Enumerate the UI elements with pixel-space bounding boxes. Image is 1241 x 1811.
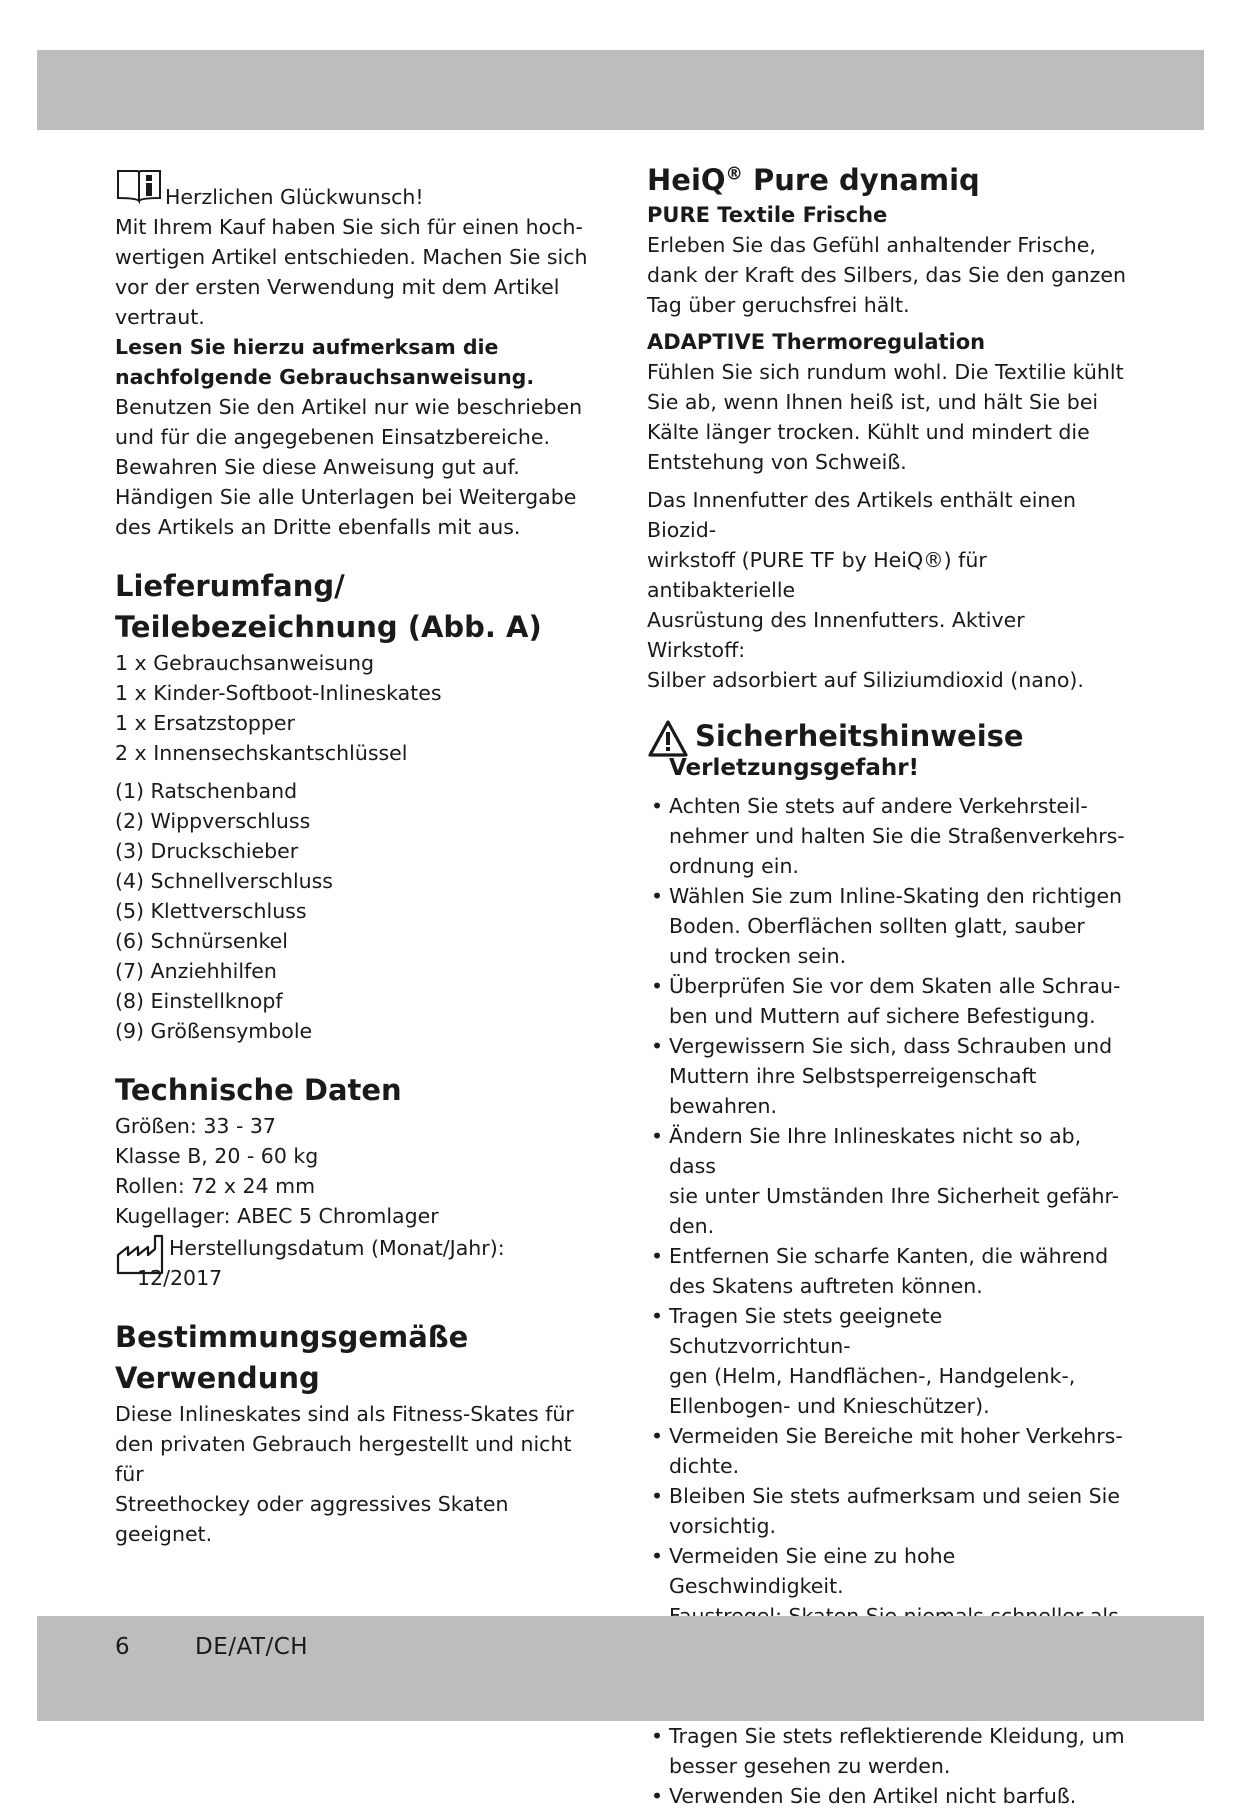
heiq-para-line: Das Innenfutter des Artikels enthält einen Biozid- [647,488,1077,542]
page-number: 6 [115,1634,131,1660]
heiq-heading-rest: Pure dynamiq [742,163,980,197]
left-column [115,168,605,1549]
safety-bullet-line: Boden. Oberflächen sollten glatt, sauber [669,914,1085,938]
heiq-sub2: ADAPTIVE Thermoregulation [647,330,986,354]
usage-line: Diese Inlineskates sind als Fitness-Skates für [115,1402,574,1426]
intro-line: und für die angegebenen Einsatzbereiche. [115,425,551,449]
safety-bullet-line: • Tragen Sie stets geeignete Schutzvorrichtun- [669,1304,943,1358]
safety-bullet [647,971,1127,1031]
part-item: (2) Wippverschluss [115,809,311,833]
safety-bullet-line: • Entfernen Sie scharfe Kanten, die während [669,1244,1109,1268]
manual-info-icon [115,168,163,204]
delivery-item: 1 x Gebrauchsanweisung [115,651,374,675]
region-label: DE/AT/CH [195,1634,309,1660]
manufacture-row [115,1233,605,1293]
part-item: (7) Anziehhilfen [115,959,277,983]
delivery-item: 1 x Kinder-Softboot-Inlineskates [115,681,442,705]
safety-heading: Sicherheitshinweise [695,719,1024,753]
tech-heading: Technische Daten [115,1073,402,1107]
safety-bullet-line: • Achten Sie stets auf andere Verkehrsteil- [669,794,1088,818]
safety-bullet-line: • Wählen Sie zum Inline-Skating den richtigen [669,884,1123,908]
safety-bullet [647,1721,1127,1781]
part-item: (8) Einstellknopf [115,989,283,1013]
safety-bullet-line: • Ändern Sie Ihre Inlineskates nicht so ab, dass [669,1124,1082,1178]
tech-line: Klasse B, 20 - 60 kg [115,1144,319,1168]
safety-bullet [647,791,1127,881]
right-column [647,163,1127,1811]
heiq-sub1: PURE Textile Frische [647,203,888,227]
safety-bullet [647,1031,1127,1121]
heiq-line: Erleben Sie das Gefühl anhaltender Frische, [647,233,1096,257]
safety-bullet-line: • Vergewissern Sie sich, dass Schrauben und [669,1034,1113,1058]
part-item: (9) Größensymbole [115,1019,313,1043]
delivery-item: 1 x Ersatzstopper [115,711,295,735]
intro-bold-line: nachfolgende Gebrauchsanweisung. [115,365,535,389]
intro-greeting: Herzlichen Glückwunsch! [165,185,424,209]
safety-bullet [647,1421,1127,1481]
part-item: (5) Klettverschluss [115,899,307,923]
safety-bullet-line: nehmer und halten Sie die Straßenverkehrs- [669,824,1125,848]
header-band [37,50,1204,130]
intro-line: vertraut. [115,305,205,329]
intro-line: Bewahren Sie diese Anweisung gut auf. [115,455,520,479]
footer-band [37,1616,1204,1721]
heiq-heading-brand: HeiQ [647,163,726,197]
heiq-para-line: Silber adsorbiert auf Siliziumdioxid (nano). [647,668,1084,692]
tech-line: Rollen: 72 x 24 mm [115,1174,316,1198]
usage-line: den privaten Gebrauch hergestellt und nicht für [115,1432,572,1486]
part-item: (4) Schnellverschluss [115,869,333,893]
part-item: (6) Schnürsenkel [115,929,288,953]
registered-mark: ® [725,164,743,185]
safety-bullet [647,1121,1127,1241]
safety-bullet-line: ben und Muttern auf sichere Befestigung. [669,1004,1096,1028]
delivery-item: 2 x Innensechskantschlüssel [115,741,408,765]
manufacture-date: 12/2017 [137,1266,223,1290]
intro-line: des Artikels an Dritte ebenfalls mit aus. [115,515,521,539]
heiq-line: Fühlen Sie sich rundum wohl. Die Textilie kühlt [647,360,1124,384]
intro-line: wertigen Artikel entschieden. Machen Sie sich [115,245,588,269]
usage-heading: Verwendung [115,1361,320,1395]
intro-greeting-row [115,168,605,212]
intro-bold-line: Lesen Sie hierzu aufmerksam die [115,335,499,359]
safety-bullet-line: • Vermeiden Sie eine zu hohe Geschwindigkeit. [669,1544,956,1598]
intro-line: Mit Ihrem Kauf haben Sie sich für einen hoch- [115,215,583,239]
safety-bullet-line: • Überprüfen Sie vor dem Skaten alle Schrau- [669,974,1121,998]
safety-bullet [647,1241,1127,1301]
safety-bullet-line: • Verwenden Sie den Artikel nicht barfuß. [669,1784,1077,1808]
heiq-heading [647,160,1127,201]
heiq-para-line: wirkstoff (PURE TF by HeiQ®) für antibakterielle [647,548,987,602]
tech-line: Größen: 33 - 37 [115,1114,276,1138]
delivery-heading: Teilebezeichnung (Abb. A) [115,610,542,644]
safety-bullet-line: und trocken sein. [669,944,847,968]
heiq-line: Tag über geruchsfrei hält. [647,293,910,317]
safety-bullet-line: Ellenbogen- und Knieschützer). [669,1394,990,1418]
safety-bullet-line: des Skatens auftreten können. [669,1274,983,1298]
safety-bullet [647,881,1127,971]
manufacture-label: Herstellungsdatum (Monat/Jahr): [169,1236,505,1260]
safety-bullet [647,1781,1127,1811]
safety-subheading: Verletzungsgefahr! [669,755,920,781]
heiq-line: Entstehung von Schweiß. [647,450,907,474]
usage-line: Streethockey oder aggressives Skaten geeignet. [115,1492,509,1546]
intro-line: vor der ersten Verwendung mit dem Artikel [115,275,560,299]
safety-bullet-line: vorsichtig. [669,1514,777,1538]
safety-bullet-line: sie unter Umständen Ihre Sicherheit gefähr- [669,1184,1120,1208]
safety-bullet-line: Muttern ihre Selbstsperreigenschaft bewahren. [669,1064,1037,1118]
intro-line: Händigen Sie alle Unterlagen bei Weitergabe [115,485,577,509]
delivery-heading: Lieferumfang/ [115,569,345,603]
safety-bullet [647,1301,1127,1421]
safety-bullet-line: besser gesehen zu werden. [669,1754,951,1778]
safety-bullet-line: den. [669,1214,715,1238]
safety-bullet-line: ordnung ein. [669,854,799,878]
safety-bullet-line: • Tragen Sie stets reflektierende Kleidung, um [669,1724,1125,1748]
part-item: (3) Druckschieber [115,839,299,863]
heiq-line: dank der Kraft des Silbers, das Sie den ganzen [647,263,1127,287]
safety-bullet [647,1481,1127,1541]
heiq-para-line: Ausrüstung des Innenfutters. Aktiver Wirkstoff: [647,608,1025,662]
safety-bullet-line: • Bleiben Sie stets aufmerksam und seien Sie [669,1484,1120,1508]
safety-bullet-line: dichte. [669,1454,740,1478]
usage-heading: Bestimmungsgemäße [115,1320,469,1354]
heiq-line: Sie ab, wenn Ihnen heiß ist, und hält Sie bei [647,390,1099,414]
part-item: (1) Ratschenband [115,779,298,803]
safety-bullet-line: gen (Helm, Handflächen-, Handgelenk-, [669,1364,1076,1388]
intro-line: Benutzen Sie den Artikel nur wie beschrieben [115,395,583,419]
tech-line: Kugellager: ABEC 5 Chromlager [115,1204,439,1228]
heiq-line: Kälte länger trocken. Kühlt und mindert die [647,420,1090,444]
safety-bullet-line: • Vermeiden Sie Bereiche mit hoher Verkehrs- [669,1424,1123,1448]
